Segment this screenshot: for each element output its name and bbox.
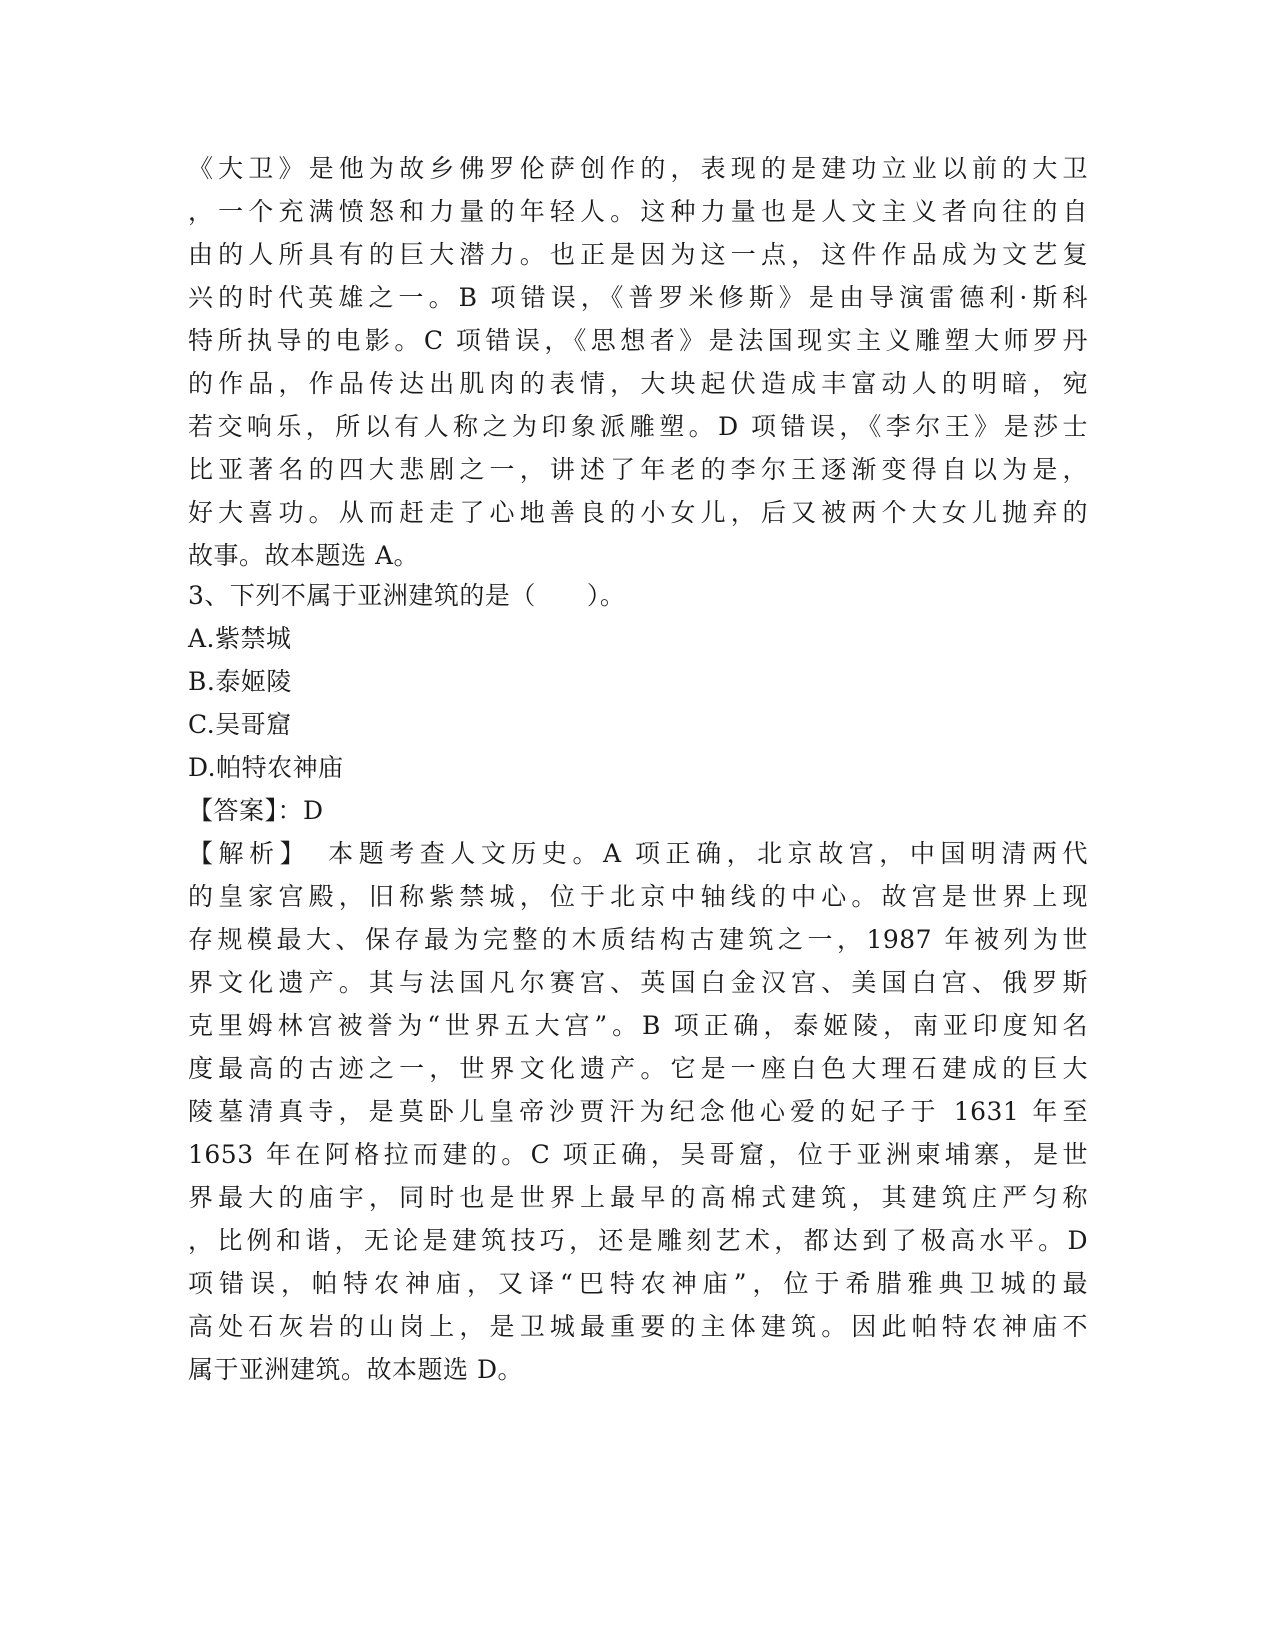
answer-line: 【答案】：D [188,796,324,825]
question-stem: 3、下列不属于亚洲建筑的是（ ）。 [188,581,626,610]
previous-explanation [188,147,1088,577]
explanation-line: 《大卫》是他为故乡佛罗伦萨创作的，表现的是建功立业以前的大卫 [188,154,1088,183]
option-a: A.紫禁城 [188,624,292,653]
explanation-line: 的作品，作品传达出肌肉的表情，大块起伏造成丰富动人的明暗，宛 [188,369,1088,398]
explanation-line: 故事。故本题选 A。 [188,541,420,570]
explanation-line: 高处石灰岩的山岗上，是卫城最重要的主体建筑。因此帕特农神庙不 [188,1312,1088,1341]
option-c: C.吴哥窟 [188,710,292,739]
explanation-line: 属于亚洲建筑。故本题选 D。 [188,1355,523,1384]
explanation-line: 若交响乐，所以有人称之为印象派雕塑。D 项错误，《李尔王》是莎士 [188,412,1088,441]
option-d: D.帕特农神庙 [188,753,344,782]
question-3 [188,574,1088,1391]
explanation-line: ，比例和谐，无论是建筑技巧，还是雕刻艺术，都达到了极高水平。D [188,1226,1088,1255]
explanation-line: 克里姆林宫被誉为“世界五大宫”。B 项正确，泰姬陵，南亚印度知名 [188,1011,1088,1040]
explanation-line: 由的人所具有的巨大潜力。也正是因为这一点，这件作品成为文艺复 [188,240,1088,269]
explanation-line: 项错误，帕特农神庙，又译“巴特农神庙”，位于希腊雅典卫城的最 [188,1269,1088,1298]
explanation-line: 度最高的古迹之一，世界文化遗产。它是一座白色大理石建成的巨大 [188,1054,1088,1083]
explanation-line: 界文化遗产。其与法国凡尔赛宫、英国白金汉宫、美国白宫、俄罗斯 [188,968,1088,997]
explanation-line: 存规模最大、保存最为完整的木质结构古建筑之一，1987 年被列为世 [188,925,1088,954]
explanation-line: 1653 年在阿格拉而建的。C 项正确，吴哥窟，位于亚洲柬埔寨，是世 [188,1140,1088,1169]
option-b: B.泰姬陵 [188,667,292,696]
explanation-line: 兴的时代英雄之一。B 项错误，《普罗米修斯》是由导演雷德利·斯科 [188,283,1088,312]
explanation-line: 陵墓清真寺，是莫卧儿皇帝沙贾汗为纪念他心爱的妃子于 1631 年至 [188,1097,1088,1126]
explanation-line: 的皇家宫殿，旧称紫禁城，位于北京中轴线的中心。故宫是世界上现 [188,882,1088,911]
explanation-line: 特所执导的电影。C 项错误，《思想者》是法国现实主义雕塑大师罗丹 [188,326,1088,355]
explanation-line: 好大喜功。从而赶走了心地善良的小女儿，后又被两个大女儿抛弃的 [188,498,1088,527]
explanation-line: 界最大的庙宇，同时也是世界上最早的高棉式建筑，其建筑庄严匀称 [188,1183,1088,1212]
explanation-line: 比亚著名的四大悲剧之一，讲述了年老的李尔王逐渐变得自以为是， [188,455,1088,484]
explanation-line: ，一个充满愤怒和力量的年轻人。这种力量也是人文主义者向往的自 [188,197,1088,226]
explanation-line: 【解析】 本题考查人文历史。A 项正确，北京故宫，中国明清两代 [188,839,1088,868]
